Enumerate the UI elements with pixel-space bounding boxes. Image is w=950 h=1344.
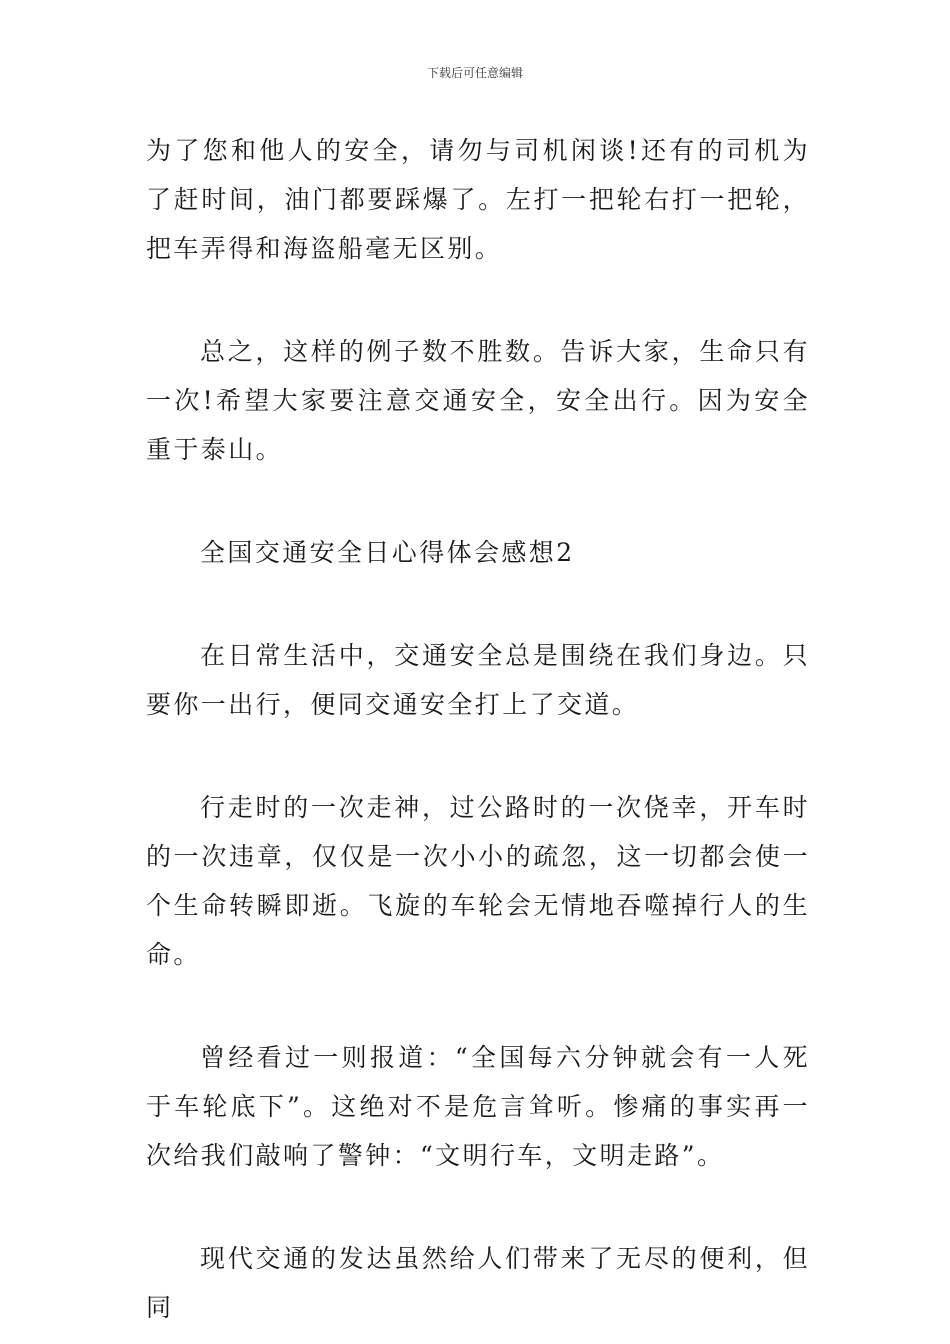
paragraph-continued: 为了您和他人的安全，请勿与司机闲谈!还有的司机为了赶时间，油门都要踩爆了。左打一把轮右打一把轮，把车弄得和海盗船毫无区别。: [146, 136, 810, 263]
paragraph-truncated: 现代交通的发达虽然给人们带来了无尽的便利，但同: [146, 1244, 810, 1322]
page-header-note: 下载后可任意编辑: [426, 66, 523, 80]
document-body: [146, 126, 810, 1332]
paragraph-gap: [146, 1180, 810, 1234]
paragraph: 总之，这样的例子数不胜数。告诉大家，生命只有一次!希望大家要注意交通安全，安全出行。因为安全重于泰山。: [146, 337, 810, 464]
paragraph-gap: [146, 577, 810, 631]
paragraph-gap: [146, 979, 810, 1033]
section-title: 全国交通安全日心得体会感想2: [200, 538, 575, 567]
paragraph-gap: [146, 729, 810, 783]
paragraph: 行走时的一次走神，过公路时的一次侥幸，开车时的一次违章，仅仅是一次小小的疏忽，这一切都会使一个生命转瞬即逝。飞旋的车轮会无情地吞噬掉行人的生命。: [146, 793, 810, 969]
paragraph: 曾经看过一则报道：“全国每六分钟就会有一人死于车轮底下”。这绝对不是危言耸听。惨痛的事实再一次给我们敲响了警钟：“文明行车，文明走路”。: [146, 1043, 810, 1170]
paragraph-gap: [146, 474, 810, 528]
paragraph: 在日常生活中，交通安全总是围绕在我们身边。只要你一出行，便同交通安全打上了交道。: [146, 641, 810, 719]
paragraph-gap: [146, 273, 810, 327]
